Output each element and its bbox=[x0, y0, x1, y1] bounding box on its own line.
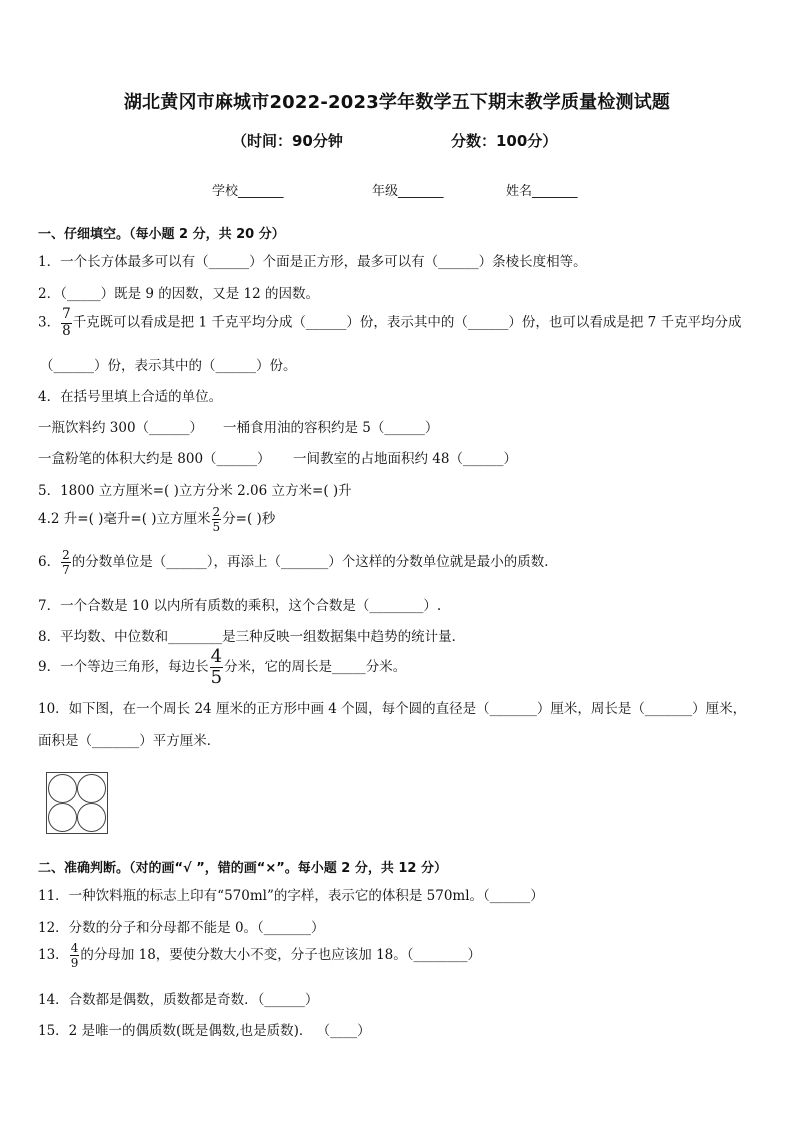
section-2-heading: 二、准确判断。（对的画“√ ”，错的画“×”。每小题 2 分，共 12 分） bbox=[38, 861, 448, 876]
circle-top-right bbox=[77, 774, 106, 803]
question-4: 4．在括号里填上合适的单位。 bbox=[38, 389, 223, 405]
exam-score: 分数：100分） bbox=[451, 132, 558, 150]
fraction-4-5 bbox=[210, 648, 223, 687]
question-9-prefix: 9．一个等边三角形，每边长 bbox=[38, 659, 209, 675]
question-14: 14．合数都是偶数，质数都是奇数．（______） bbox=[38, 992, 319, 1008]
fraction-7-8 bbox=[61, 308, 72, 338]
question-11: 11．一种饮料瓶的标志上印有“570ml”的字样，表示它的体积是 570ml。（______） bbox=[38, 888, 544, 904]
fraction-denominator: 8 bbox=[62, 322, 71, 339]
question-10-line-2: 面积是（_______）平方厘米． bbox=[38, 733, 221, 749]
exam-time: （时间：90分钟 bbox=[232, 132, 343, 150]
fraction-numerator: 4 bbox=[70, 941, 79, 955]
question-4d: 一间教室的占地面积约 48（______） bbox=[293, 451, 517, 467]
question-3-line-2: （______）份，表示其中的（______）份。 bbox=[40, 358, 297, 374]
question-9-text: 分米，它的周长是_____分米。 bbox=[224, 659, 407, 675]
fraction-2-5 bbox=[212, 506, 222, 533]
fraction-numerator: 2 bbox=[62, 548, 70, 562]
question-2: 2．（_____）既是 9 的因数，又是 12 的因数。 bbox=[38, 286, 320, 302]
question-15: 15．2 是唯一的偶质数(既是偶数,也是质数)． （____） bbox=[38, 1023, 371, 1039]
question-13-text: 的分母加 18，要使分数大小不变，分子也应该加 18。（________） bbox=[80, 947, 482, 963]
page-title: 湖北黄冈市麻城市2022-2023学年数学五下期末教学质量检测试题 bbox=[123, 92, 671, 113]
question-3-text: 千克既可以看成是把 1 千克平均分成（______）份，表示其中的（______）份，也可以看成是把 7 千克平均分成 bbox=[72, 314, 742, 331]
question-10-line-1: 10．如下图，在一个周长 24 厘米的正方形中画 4 个圆，每个圆的直径是（_______）厘米，周长是（_______）厘米， bbox=[38, 701, 747, 717]
fraction-4-9 bbox=[70, 942, 80, 969]
question-5-line-2 bbox=[38, 506, 275, 533]
question-7: 7．一个合数是 10 以内所有质数的乘积，这个合数是（________）. bbox=[38, 598, 442, 614]
school-field: 学校_______ bbox=[212, 184, 284, 199]
question-9 bbox=[38, 648, 406, 687]
question-4b: 一桶食用油的容积约是 5（______） bbox=[223, 420, 439, 436]
fraction-numerator: 4 bbox=[210, 646, 223, 667]
question-5-part-a: 4.2 升=( )毫升=( )立方厘米 bbox=[38, 511, 211, 527]
question-13-number: 13． bbox=[38, 947, 69, 963]
question-1: 1．一个长方体最多可以有（______）个面是正方形，最多可以有（______）条棱长度相等。 bbox=[38, 254, 587, 270]
circle-bottom-right bbox=[77, 803, 106, 832]
question-3 bbox=[38, 308, 742, 338]
question-3-number: 3． bbox=[38, 314, 61, 331]
question-6-text: 的分数单位是（______），再添上（_______）个这样的分数单位就是最小的质数． bbox=[71, 554, 558, 570]
question-6 bbox=[38, 549, 558, 576]
question-13 bbox=[38, 942, 481, 969]
square-with-four-circles-figure bbox=[46, 772, 108, 834]
fraction-denominator: 7 bbox=[62, 563, 70, 577]
question-6-number: 6． bbox=[38, 554, 61, 570]
fraction-2-7 bbox=[61, 549, 71, 576]
fraction-denominator: 5 bbox=[210, 667, 223, 688]
fraction-denominator: 5 bbox=[212, 520, 221, 534]
question-12: 12．分数的分子和分母都不能是 0。（_______） bbox=[38, 920, 325, 936]
question-4a: 一瓶饮料约 300（______） bbox=[38, 420, 204, 436]
question-5-line-1: 5．1800 立方厘米=( )立方分米 2.06 立方米=( )升 bbox=[38, 483, 352, 499]
fraction-denominator: 9 bbox=[70, 956, 79, 970]
circle-top-left bbox=[48, 774, 77, 803]
circle-bottom-left bbox=[48, 803, 77, 832]
question-8: 8．平均数、中位数和________是三种反映一组数据集中趋势的统计量． bbox=[38, 629, 466, 645]
fraction-numerator: 7 bbox=[62, 306, 71, 322]
grade-field: 年级_______ bbox=[372, 184, 444, 199]
name-field: 姓名_______ bbox=[506, 184, 578, 199]
question-4c: 一盒粉笔的体积大约是 800（______） bbox=[38, 451, 271, 467]
fraction-numerator: 2 bbox=[212, 505, 221, 519]
section-1-heading: 一、仔细填空。（每小题 2 分，共 20 分） bbox=[38, 227, 285, 242]
question-5-part-b: 分=( )秒 bbox=[222, 511, 276, 527]
